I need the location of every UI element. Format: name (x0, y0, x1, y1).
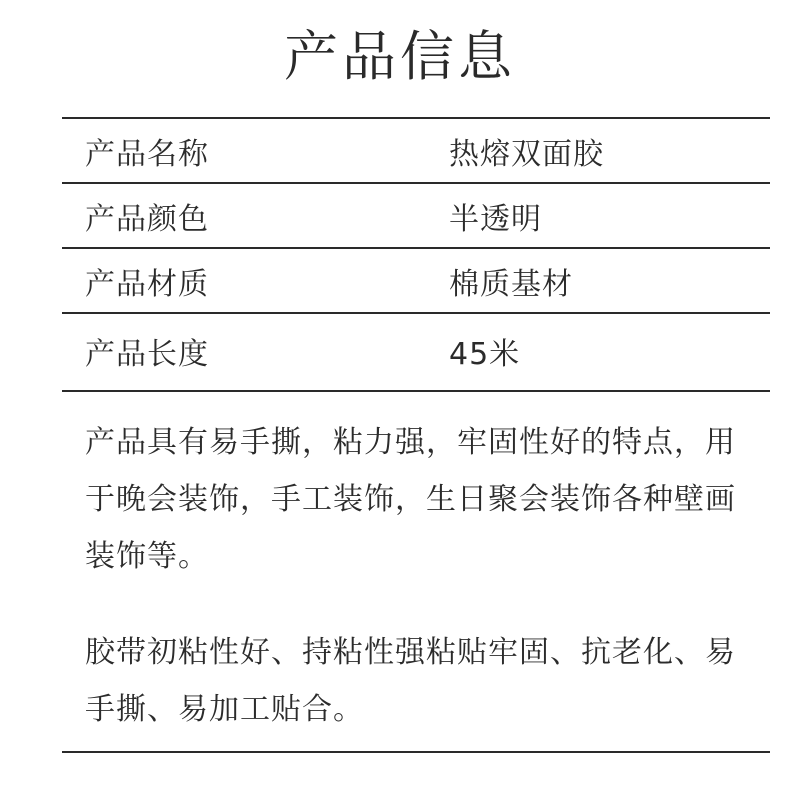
spec-row-color (62, 182, 770, 247)
description-paragraph-2: 胶带初粘性好、持粘性强粘贴牢固、抗老化、易手撕、易加工贴合。 (85, 635, 736, 727)
spec-row-material (62, 247, 770, 312)
spec-label-name: 产品名称 (85, 136, 209, 172)
spec-value-length: 45米 (449, 336, 521, 372)
description-paragraph-1: 产品具有易手撕，粘力强，牢固性好的特点，用于晚会装饰，手工装饰，生日聚会装饰各种壁画装饰等。 (85, 425, 736, 574)
spec-label-color: 产品颜色 (85, 201, 209, 237)
spec-value-name: 热熔双面胶 (449, 136, 604, 172)
spec-label-length: 产品长度 (85, 336, 209, 372)
bottom-divider (62, 751, 770, 753)
spec-table (62, 117, 770, 387)
page-title: 产品信息 (284, 25, 516, 88)
spec-value-material: 棉质基材 (449, 266, 573, 302)
spec-row-length (62, 312, 770, 387)
spec-value-color: 半透明 (449, 201, 542, 237)
spec-label-material: 产品材质 (85, 266, 209, 302)
table-bottom-divider (62, 390, 770, 392)
spec-row-name (62, 117, 770, 182)
